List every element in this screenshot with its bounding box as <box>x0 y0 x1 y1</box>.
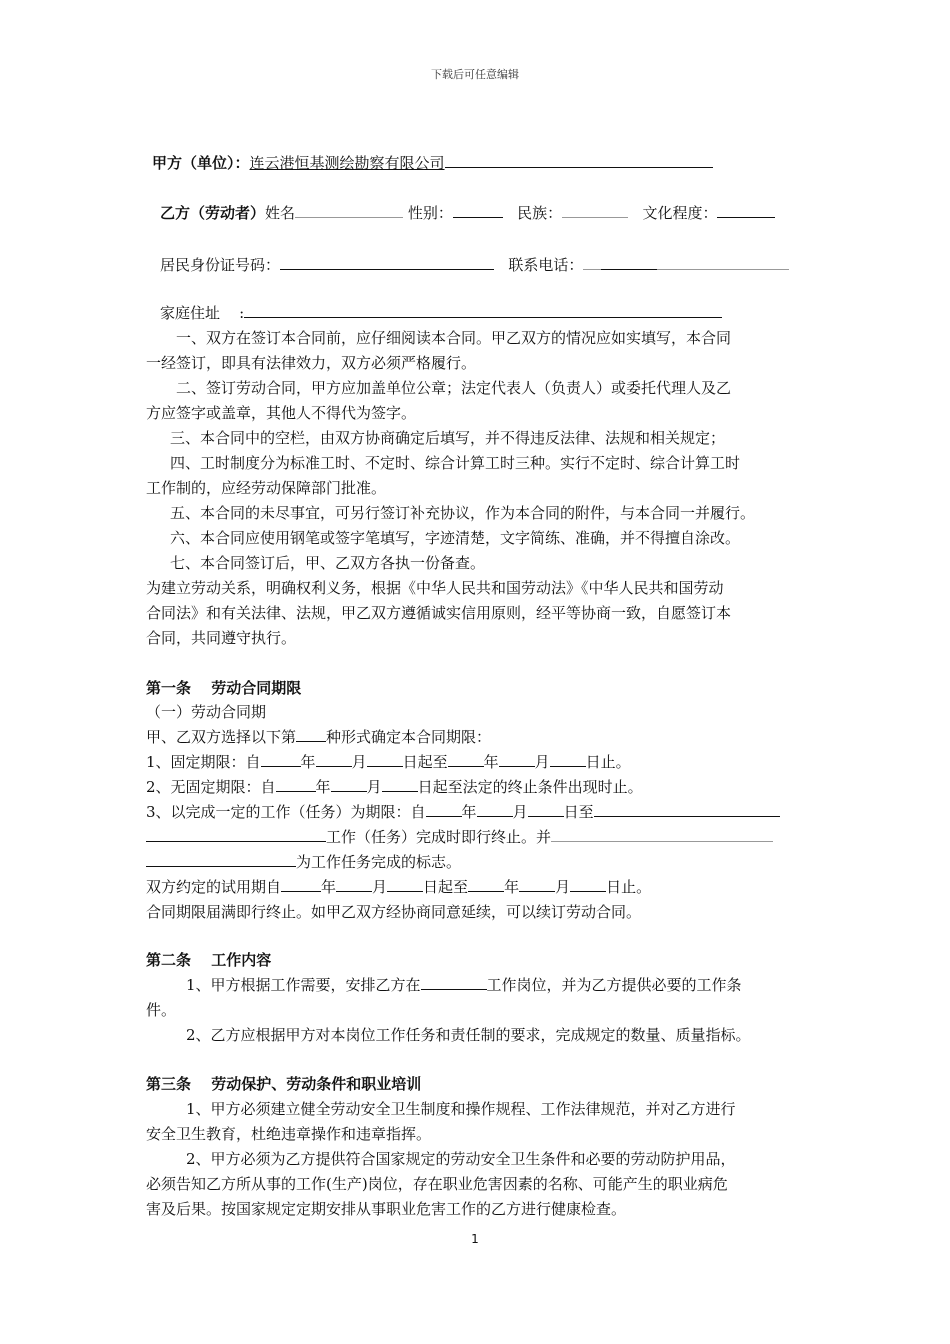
note-line: 二、签订劳动合同，甲方应加盖单位公章；法定代表人（负责人）或委托代理人及乙 <box>176 379 732 397</box>
preamble-line: 合同，共同遵守执行。 <box>146 629 297 647</box>
open-term-line: 2、无固定期限：自 年 月 日起至法定的终止条件出现时止。 <box>146 778 643 796</box>
party-a-label: 甲方（单位）： <box>152 154 250 172</box>
ethnicity-blank <box>562 203 628 218</box>
article-2-p1-cont: 件。 <box>146 1001 177 1019</box>
note-line: 五、本合同的未尽事宜，可另行签订补充协议，作为本合同的附件，与本合同一并履行。 <box>170 504 756 522</box>
preamble-line: 为建立劳动关系，明确权利义务，根据《中华人民共和国劳动法》《中华人民共和国劳动 <box>146 579 724 597</box>
id-blank <box>280 255 494 270</box>
address-label: 家庭住址 <box>160 304 221 322</box>
phone-blank <box>601 255 657 270</box>
note-line: 六、本合同应使用钢笔或签字笔填写，字迹清楚，文字简练、准确，并不得擅自涂改。 <box>170 529 741 547</box>
probation-line: 双方约定的试用期自 年 月 日起至 年 月 日止。 <box>146 878 652 896</box>
article-2-p1: 1、甲方根据工作需要，安排乙方在 工作岗位，并为乙方提供必要的工作条 <box>186 976 742 994</box>
page-number: 1 <box>471 1232 479 1246</box>
article-2-title: 第二条 工作内容 <box>146 951 272 969</box>
article-1-title: 第一条 劳动合同期限 <box>146 679 302 697</box>
address-blank <box>244 303 722 318</box>
note-line: 工作制的，应经劳动保障部门批准。 <box>146 479 387 497</box>
phone-label: 联系电话： <box>508 256 584 274</box>
article-3-line: 2、甲方必须为乙方提供符合国家规定的劳动安全卫生条件和必要的劳动防护用品， <box>186 1150 736 1168</box>
note-line: 一经签订，即具有法律效力，双方必须严格履行。 <box>146 354 477 372</box>
task-term-line-3: 为工作任务完成的标志。 <box>146 850 461 874</box>
task-term-line: 3、以完成一定的工作（任务）为期限：自 年 月 日至 <box>146 800 780 824</box>
education-blank <box>717 203 775 218</box>
note-line: 一、双方在签订本合同前，应仔细阅读本合同。甲乙双方的情况应如实填写，本合同 <box>176 329 732 347</box>
note-line: 三、本合同中的空栏，由双方协商确定后填写，并不得违反法律、法规和相关规定； <box>170 429 726 447</box>
party-a-blank <box>445 153 713 168</box>
party-a-value: 连云港恒基测绘勘察有限公司 <box>249 154 445 172</box>
article-3-title: 第三条 劳动保护、劳动条件和职业培训 <box>146 1075 422 1093</box>
article-3-line: 安全卫生教育，杜绝违章操作和违章指挥。 <box>146 1125 432 1143</box>
renew-line: 合同期限届满即行终止。如甲乙双方经协商同意延续，可以续订劳动合同。 <box>146 903 642 921</box>
article-1-sub: （一）劳动合同期 <box>146 703 267 721</box>
id-phone-line <box>160 254 789 275</box>
party-b-line <box>160 202 775 223</box>
education-label: 文化程度： <box>642 204 718 222</box>
fixed-term-line: 1、固定期限：自 年 月 日起至 年 月 日止。 <box>146 753 631 771</box>
id-label: 居民身份证号码： <box>160 256 281 274</box>
address-line <box>160 302 722 323</box>
address-colon: : <box>239 304 245 322</box>
article-3-line: 必须告知乙方所从事的工作(生产)岗位，存在职业危害因素的名称、可能产生的职业病危 <box>146 1175 728 1193</box>
gender-label: 性别： <box>407 204 453 222</box>
note-line: 四、工时制度分为标准工时、不定时、综合计算工时三种。实行不定时、综合计算工时 <box>170 454 741 472</box>
name-label: 姓名 <box>265 204 296 222</box>
ethnicity-label: 民族： <box>517 204 563 222</box>
preamble-line: 合同法》和有关法律、法规，甲乙双方遵循诚实信用原则，经平等协商一致，自愿签订本 <box>146 604 732 622</box>
header-note: 下载后可任意编辑 <box>431 68 519 81</box>
name-blank <box>295 203 403 218</box>
article-3-line: 害及后果。按国家规定定期安排从事职业危害工作的乙方进行健康检查。 <box>146 1200 627 1218</box>
task-term-line-2: 工作（任务）完成时即行终止。并 <box>146 825 773 849</box>
article-2-p2: 2、乙方应根据甲方对本岗位工作任务和责任制的要求，完成规定的数量、质量指标。 <box>186 1026 751 1044</box>
article-3-line: 1、甲方必须建立健全劳动安全卫生制度和操作规程、工作法律规范，并对乙方进行 <box>186 1100 736 1118</box>
note-line: 七、本合同签订后，甲、乙双方各执一份备查。 <box>170 554 486 572</box>
party-a-line <box>152 152 713 173</box>
party-b-label: 乙方（劳动者） <box>160 204 266 222</box>
article-1-choose: 甲、乙双方选择以下第 种形式确定本合同期限： <box>146 728 492 746</box>
note-line: 方应签字或盖章，其他人不得代为签字。 <box>146 404 417 422</box>
gender-blank <box>453 203 503 218</box>
